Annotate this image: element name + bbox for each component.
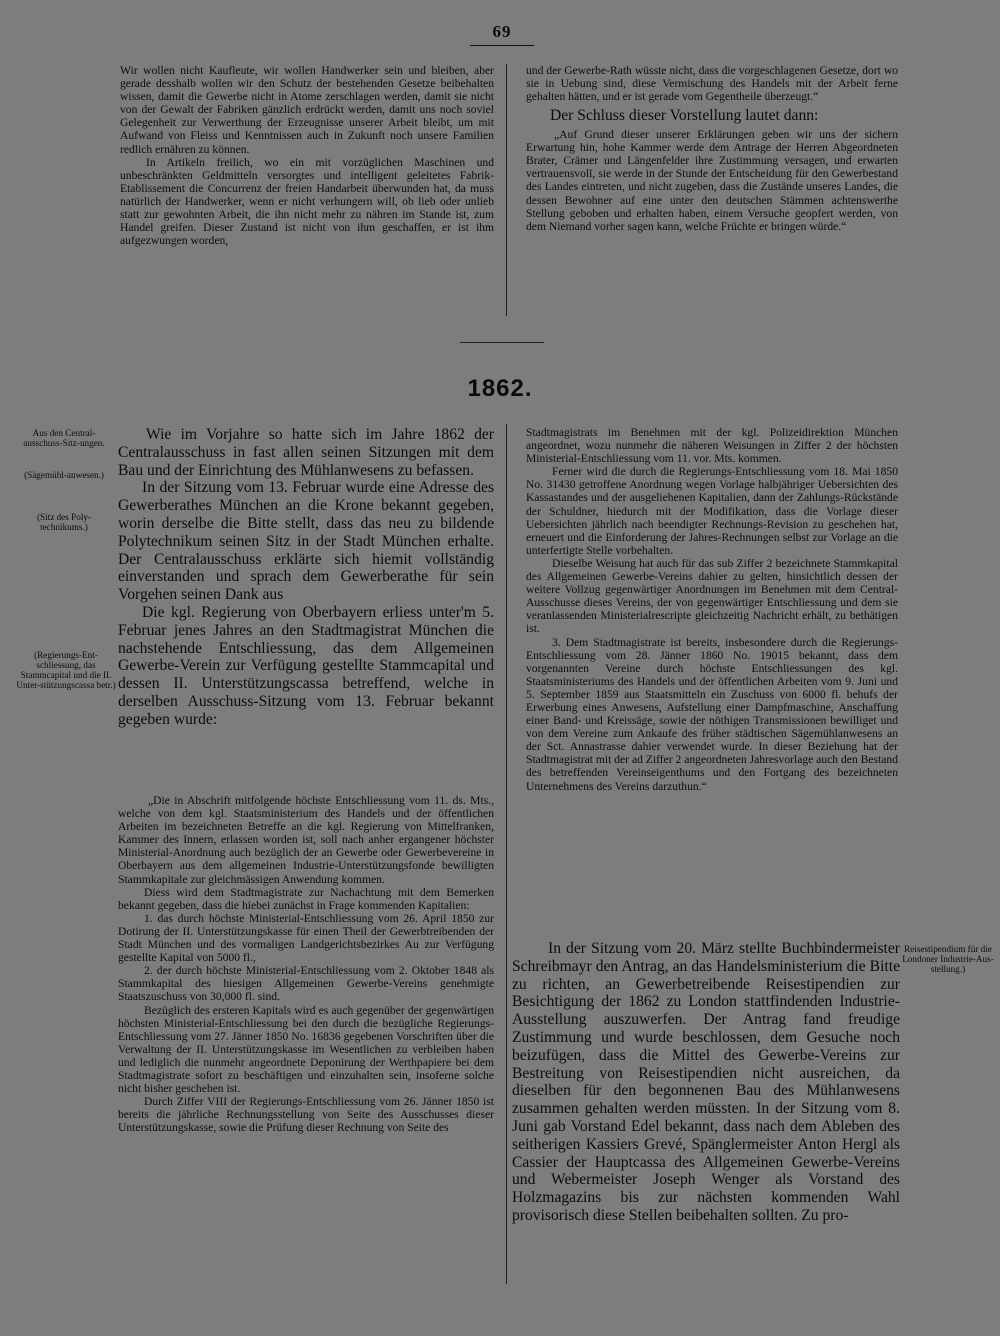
list-item: 3. Dem Stadtmagistrate ist bereits, insbesondere durch die Regierungs-Entschliessung vom 28. Jänner 1860 No. 19015 bekannt, dass dem vorgenannten Vereine durch höchste Entschliessungen des kgl. Staatsministeriums des Handels und der öffentlichen Arbeiten vom 9. Juni und 5. September 1859 aus Staatsmitteln ein Zuschuss von 6000 fl. behufs der Erwerbung eines Anwesens, Aufstellung einer Dampfmaschine, Anschaffung einer Band- und Kreissäge, sowie der nöthigen Transmissionen bewilliget und von dem Vereine zum Ankaufe des früher städtischen Sägemühlanwesens an der Sct. Annastrasse dahier verwendet wurde. In dieser Beziehung hat der Stadtmagistrat mit der ad Ziffer 2 angeordneten Jahresvorlage auch den Bestand des betreffenden Vereinseigenthums und den Fortgang des bezeichneten Unternehmens des Vereins darzuthun.“	[526, 635, 898, 793]
right-quote-text	[526, 426, 898, 793]
margin-note-government-decree: (Regierungs-Ent-schliessung, das Stammcapital und die II. Unter-stützungscassa betr.)	[16, 650, 116, 690]
year-heading: 1862.	[467, 375, 533, 402]
right-main-text	[512, 940, 900, 1225]
top-right-column	[526, 64, 898, 233]
paragraph: Wie im Vorjahre so hatte sich im Jahre 1862 der Centralausschuss in fast allen seinen Sitzungen mit dem Bau und der Einrichtung des Mühlanwesens zu befassen.	[118, 426, 494, 479]
list-item: 1. das durch höchste Ministerial-Entschliessung vom 26. April 1850 zur Dotirung der II. Unterstützungskasse für einen Theil der Gewerbtreibenden der Stadt München und des vormaligen Landgerichtsbezirkes Au zur Verfügung gestellte Kapital von 5000 fl.,	[118, 911, 494, 965]
paragraph: Bezüglich des ersteren Kapitals wird es auch gegenüber der gegenwärtigen höchsten Ministerial-Entschliessung bei den durch die bezügliche Regierungs-Entschliessung vom 27. Jänner 1850 No. 16836 gegebenen Vorschriften über die Verwaltung der II. Unterstützungskasse im Wesentlichen zu verbleiben haben und lediglich die nunmehr angeordnete Deponirung der Werthpapiere bei dem Stadtmagistrate sofort zu beschäftigen und einzuhalten sein, insoferne solche nicht bisher geschehen ist.	[118, 1003, 494, 1096]
top-left-column	[120, 64, 494, 247]
margin-note-polytechnic: (Sitz des Poly-technikums.)	[36, 512, 92, 532]
margin-note-central-committee: Aus den Central-ausschuss-Sitz-ungen.	[23, 428, 105, 448]
paragraph: Durch Ziffer VIII der Regierungs-Entschliessung vom 26. Jänner 1850 ist bereits die jährliche Rechnungsstellung von Seite des Ausschusses dieser Unterstützungskasse, sowie die Prüfung dieser Rechnung von Seite des	[118, 1095, 494, 1135]
paragraph: Die kgl. Regierung von Oberbayern erliess unter'm 5. Februar jenes Jahres an den Stadtmagistrat München die nachstehende Entschliessung, das dem Allgemeinen Gewerbe-Verein zur Verfügung gestellte Stammcapital und dessen II. Unterstützungscassa betreffend, welche in derselben Ausschuss-Sitzung vom 13. Februar bekannt gegeben wurde:	[118, 603, 494, 728]
list-item: 2. der durch höchste Ministerial-Entschliessung vom 2. Oktober 1848 als Stammkapital des hiesigen Allgemeinen Gewerbe-Vereins genehmigte Staatszuschuss von 30,000 fl. sind.	[118, 964, 494, 1004]
margin-note-travel-grant: Reisestipendium für die Londoner Industrie-Aus-stellung.)	[902, 944, 994, 974]
margin-note-saw-mill: (Sägemühl-anwesen.)	[24, 470, 104, 480]
paragraph: In Artikeln freilich, wo ein mit vorzüglichen Maschinen und unbeschränkten Geldmitteln versorgtes und intelligent geleitetes Fabrik-Etablissement die Concurrenz der freien Handarbeit überwunden hat, da muss natürlich der Handwerker, wenn er nicht verhungern will, ob lieb oder unlieb statt zur gewohnten Arbeit, die ihn nicht mehr zu nähren im Stande ist, zum Handel greifen. Dieser Zustand ist nicht von ihm geschaffen, er ist ihm aufgezwungen worden,	[120, 155, 494, 248]
paragraph: und der Gewerbe-Rath wüsste nicht, dass die vorgeschlagenen Gesetze, dort wo sie in Uebung sind, diese Vermischung des Handels mit der Arbeit ferne gehalten hätten, und er ist gerade vom Gegentheile überzeugt.“	[526, 64, 898, 104]
paragraph: Dieselbe Weisung hat auch für das sub Ziffer 2 bezeichnete Stammkapital des Allgemeinen Gewerbe-Vereins dahier zu gelten, hinsichtlich dessen der weitere Vollzug gegenwärtiger Anordnungen im Benehmen mit dem Central-Ausschusse dieses Vereins, der von gegenwärtiger Entschliessung und dem sie veranlassenden Ministerialrescripte gleichzeitig Nachricht erhält, zu bethätigen ist.	[526, 556, 898, 636]
section-separator	[460, 342, 544, 343]
paragraph: Stadtmagistrats im Benehmen mit der kgl. Polizeidirektion München angeordnet, wozu nunmehr die näheren Weisungen in Ziffer 2 der höchsten Ministerial-Entschliessung vom 11. vor. Mts. kommen.	[526, 426, 898, 466]
paragraph: Wir wollen nicht Kaufleute, wir wollen Handwerker sein und bleiben, aber gerade desshalb wollen wir den Schutz der bestehenden Gesetze beibehalten wissen, damit die Gewerbe nicht in Atome zerschlagen werden, damit sie nicht von der Gewalt der Fabriken gänzlich erdrückt werden, damit uns noch soviel Gelegenheit zur Verwerthung der Erzeugnisse unserer Arbeit bleibt, um mit Aufwand von Fleiss und Kenntnissen auch in Zukunft noch unsere Familien redlich ernähren zu können.	[120, 64, 494, 156]
paragraph: In der Sitzung vom 13. Februar wurde eine Adresse des Gewerberathes München an die Krone bekannt gegeben, worin derselbe die Bitte stellt, dass das neu zu bildende Polytechnikum seinen Sitz in der Stadt München erhalte. Der Centralausschuss erklärte sich hiemit vollständig einverstanden und sprach dem Gewerberathe für sein Vorgehen seinen Dank aus	[118, 479, 494, 604]
paragraph: Diess wird dem Stadtmagistrate zur Nachachtung mit dem Bemerken bekannt gegeben, dass die hiebei zunächst in Frage kommenden Kapitalien:	[118, 885, 494, 912]
paragraph-lead: Der Schluss dieser Vorstellung lautet dann:	[550, 107, 819, 125]
page-number-rule	[470, 45, 534, 46]
left-main-text	[118, 426, 494, 729]
quote-paragraph: „Die in Abschrift mitfolgende höchste Entschliessung vom 11. ds. Mts., welche von dem kgl. Staatsministerium des Handels und der öffentlichen Arbeiten im bezeichneten Betreffe an die kgl. Regierung von Mittelfranken, Kammer des Innern, erlassen worden ist, soll nach anher ergangener höchster Ministerial-Anordnung auch bezüglich der an Gewerbe oder Gewerbevereine in Oberbayern aus dem allgemeinen Industrie-Unterstützungsfonde bewilligten Stammkapitale zur gleichmässigen Anwendung kommen.	[118, 794, 494, 886]
paragraph: Ferner wird die durch die Regierungs-Entschliessung vom 18. Mai 1850 No. 31430 getroffene Anordnung wegen Vorlage halbjähriger Uebersichten des Kassastandes und der ausgeliehenen Kapitalien, dann der Zahlungs-Rückstände der Schuldner, hiedurch mit der Modifikation, dass die Vorlage dieser Uebersichten jährlich nach beendigter Rechnungs-Revision zu geschehen hat, erneuert und die Einforderung der Jahres-Rechnungen selbst zur Vorlage an die unterfertigte Stelle vorbehalten.	[526, 465, 898, 557]
paragraph: In der Sitzung vom 20. März stellte Buchbindermeister Schreibmayr den Antrag, an das Handelsministerium die Bitte zu richten, an Gewerbetreibende Reisestipendien zur Besichtigung der 1862 zu London stattfindenden Industrie-Ausstellung auszuwerfen. Der Antrag fand freudige Zustimmung und wurde beschlossen, dem Gesuche noch beizufügen, dass die Mittel des Gewerbe-Vereins zur Bestreitung von Reisestipendien nicht ausreichen, da dieselben für den begonnenen Bau des Mühlanwesens zusammen gehalten werden müssten. In der Sitzung vom 8. Juni gab Vorstand Edel bekannt, dass nach dem Ableben des seitherigen Kassiers Grevé, Spänglermeister Anton Hergl als Cassier der Hauptcassa des Allgemeinen Gewerbe-Vereins und Webermeister Joseph Wenger als Vorstand des Holzmagazins bis zur nächsten kommenden Wahl provisorisch diese Stellen beibehalten sollten. Zu pro-	[512, 940, 900, 1224]
left-quote-text	[118, 794, 494, 1134]
column-divider-top	[506, 64, 507, 316]
page-number: 69	[492, 22, 512, 41]
quote-paragraph: „Auf Grund dieser unserer Erklärungen geben wir uns der sichern Erwartung hin, hohe Kammer werde dem Antrage der Herren Abgeordneten Brater, Crämer und Längenfelder ihre Zustimmung versagen, und erwarten vertrauensvoll, sie werde in der Stunde der Entscheidung für den Gewerbestand des Landes eintreten, und nicht zugeben, dass die Zustände unseres Landes, die dessen Bewohner auf eine unter den deutschen Stämmen achtenswerthe Stellung geboben und erhalten haben, einem Versuche geopfert werden, von dem Niemand vorher sagen kann, welche Früchte er bringen würde.“	[526, 128, 898, 233]
column-divider-main	[506, 424, 507, 1284]
